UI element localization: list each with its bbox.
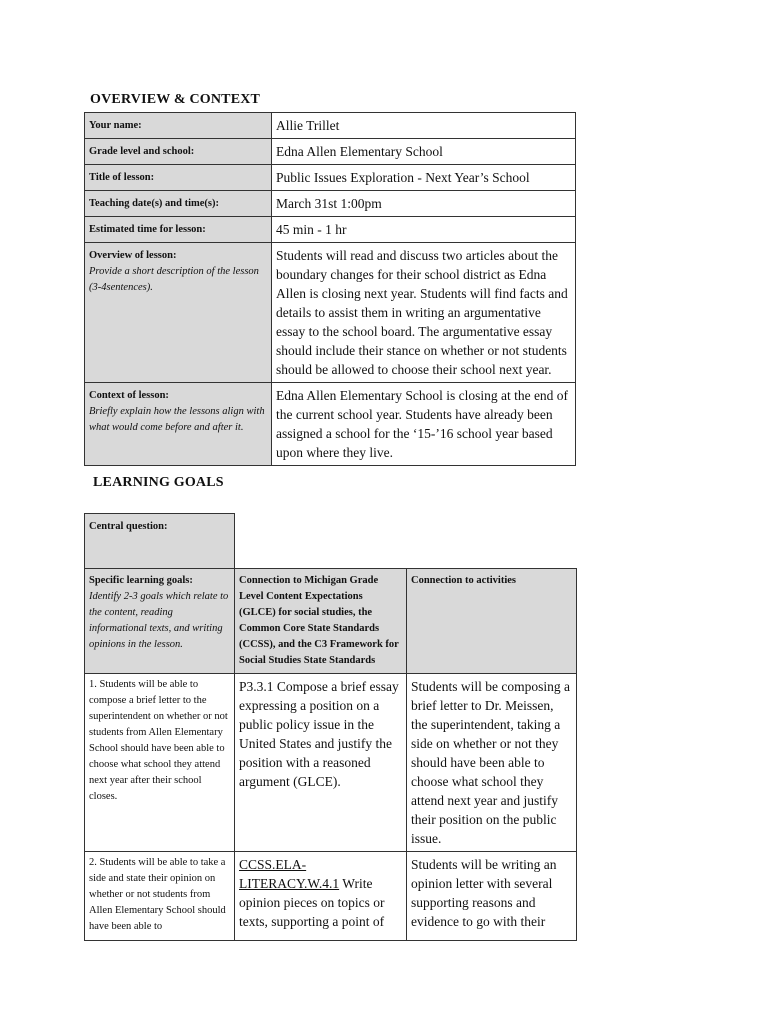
- value-context: Edna Allen Elementary School is closing at the end of the current school year. Students have already been assigned a school for the ‘15-’16 school year based upon where they live.: [272, 383, 576, 466]
- table-row: [85, 514, 577, 569]
- label-your-name: Your name:: [85, 113, 272, 139]
- goal-2-standard: CCSS.ELA-LITERACY.W.4.1 Write opinion pieces on topics or texts, supporting a point of: [235, 852, 407, 941]
- learning-goals-table: [84, 513, 577, 941]
- label-estimated-time: Estimated time for lesson:: [85, 217, 272, 243]
- overview-table: [84, 112, 576, 466]
- value-teaching-date: March 31st 1:00pm: [272, 191, 576, 217]
- table-row: [85, 674, 577, 852]
- standard-link[interactable]: CCSS.ELA-LITERACY.W.4.1: [239, 857, 340, 891]
- label-grade-level: Grade level and school:: [85, 139, 272, 165]
- label-context: Context of lesson: Briefly explain how the lessons align with what would come before and after it.: [85, 383, 272, 466]
- value-grade-level: Edna Allen Elementary School: [272, 139, 576, 165]
- label-title: Title of lesson:: [85, 165, 272, 191]
- label-teaching-date: Teaching date(s) and time(s):: [85, 191, 272, 217]
- goal-1-activity: Students will be composing a brief letter to Dr. Meissen, the superintendent, taking a side on whether or not they should have been able to choose what school they attend next year and justify their position on the public issue.: [407, 674, 577, 852]
- label-overview: Overview of lesson: Provide a short description of the lesson (3-4sentences).: [85, 243, 272, 383]
- overview-heading: OVERVIEW & CONTEXT: [90, 92, 261, 107]
- connection-header: Connection to Michigan Grade Level Content Expectations (GLCE) for social studies, the Common Core State Standards (CCSS), and the C3 Framework for Social Studies State Standards: [235, 569, 407, 674]
- table-row: [85, 139, 576, 165]
- table-row: [85, 191, 576, 217]
- table-row: [85, 852, 577, 941]
- goals-header: Specific learning goals: Identify 2-3 goals which relate to the content, reading informational texts, and writing opinions in the lesson.: [85, 569, 235, 674]
- table-row: [85, 383, 576, 466]
- table-row: [85, 165, 576, 191]
- central-question-label: Central question:: [85, 514, 235, 569]
- table-row: [85, 569, 577, 674]
- table-row: [85, 217, 576, 243]
- goal-1-standard: P3.3.1 Compose a brief essay expressing a position on a public policy issue in the United States and justify the position with a reasoned argument (GLCE).: [235, 674, 407, 852]
- value-title: Public Issues Exploration - Next Year’s School: [272, 165, 576, 191]
- value-estimated-time: 45 min - 1 hr: [272, 217, 576, 243]
- learning-goals-heading: LEARNING GOALS: [93, 475, 224, 490]
- goal-2-activity: Students will be writing an opinion letter with several supporting reasons and evidence to go with their: [407, 852, 577, 941]
- goal-1: 1. Students will be able to compose a brief letter to the superintendent on whether or not students from Allen Elementary School should have been able to choose what school they attend next year after their school closes.: [85, 674, 235, 852]
- table-row: [85, 113, 576, 139]
- value-your-name: Allie Trillet: [272, 113, 576, 139]
- goal-2: 2. Students will be able to take a side and state their opinion on whether or not students from Allen Elementary School should have been able to: [85, 852, 235, 941]
- activities-header: Connection to activities: [407, 569, 577, 674]
- table-row: [85, 243, 576, 383]
- value-overview: Students will read and discuss two articles about the boundary changes for their school district as Edna Allen is closing next year. Students will find facts and details to assist them in writing an argumentative essay to the school board. The argumentative essay should include their stance on whether or not students should be allowed to choose their school next year.: [272, 243, 576, 383]
